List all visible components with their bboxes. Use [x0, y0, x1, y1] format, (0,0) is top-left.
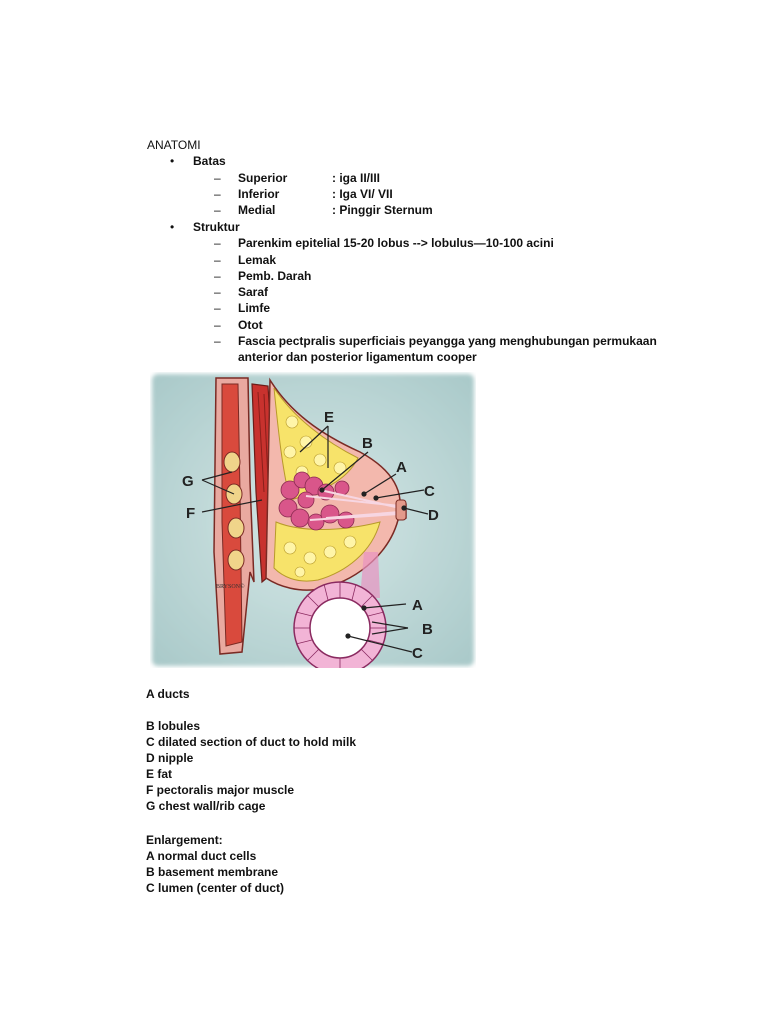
enlargement-item: A normal duct cells: [146, 849, 257, 863]
enlargement-cross-section: [294, 582, 386, 668]
rib: [224, 452, 240, 472]
batas-value: : iga II/III: [332, 171, 381, 185]
dash-icon: –: [214, 236, 221, 250]
dash-icon: –: [214, 301, 221, 315]
struktur-item: Otot: [238, 318, 263, 332]
struktur-item: Saraf: [238, 285, 269, 299]
enlargement-item: B basement membrane: [146, 865, 279, 879]
dash-icon: –: [214, 285, 221, 299]
struktur-item-continued: anterior dan posterior ligamentum cooper: [238, 350, 477, 364]
struktur-item: Parenkim epitelial 15-20 lobus --> lobulus—10-100 acini: [238, 236, 554, 250]
rib: [228, 518, 244, 538]
enlargement-title: Enlargement:: [146, 833, 223, 847]
legend-item: C dilated section of duct to hold milk: [146, 735, 357, 749]
section-title-struktur: Struktur: [193, 220, 240, 234]
dash-icon: –: [214, 187, 221, 201]
batas-value: : Pinggir Sternum: [332, 203, 433, 217]
struktur-item: Limfe: [238, 301, 271, 315]
legend-item: D nipple: [146, 751, 194, 765]
dash-icon: –: [214, 318, 221, 332]
bullet-icon: •: [170, 154, 175, 168]
batas-value: : Iga VI/ VII: [332, 187, 393, 201]
figure-label-g: G: [182, 473, 194, 490]
dash-icon: –: [214, 203, 221, 217]
anatomy-illustration: [150, 372, 476, 668]
legend-item: G chest wall/rib cage: [146, 799, 266, 813]
legend-item: A ducts: [146, 687, 190, 701]
figure-label-d: D: [428, 507, 439, 524]
figure-label-a: A: [396, 459, 407, 476]
legend-item: B lobules: [146, 719, 201, 733]
batas-label: Medial: [238, 203, 276, 217]
dash-icon: –: [214, 171, 221, 185]
legend-item: E fat: [146, 767, 173, 781]
figure-label-c: C: [424, 483, 435, 500]
section-title-batas: Batas: [193, 154, 226, 168]
dash-icon: –: [214, 253, 221, 267]
figure-credit: BRYSON©: [216, 584, 245, 590]
breast-anatomy-figure: [150, 372, 476, 668]
batas-label: Superior: [238, 171, 288, 185]
struktur-item: Lemak: [238, 253, 277, 267]
enlargement-label-b: B: [422, 621, 433, 638]
struktur-item: Fascia pectpralis superficiais peyangga yang menghubungan permukaan: [238, 334, 657, 348]
struktur-item: Pemb. Darah: [238, 269, 312, 283]
dash-icon: –: [214, 334, 221, 348]
heading: ANATOMI: [147, 138, 201, 152]
rib-muscle-band: [222, 384, 242, 646]
figure-label-b: B: [362, 435, 373, 452]
bullet-icon: •: [170, 220, 175, 234]
enlargement-item: C lumen (center of duct): [146, 881, 285, 895]
figure-label-f: F: [186, 505, 196, 522]
batas-label: Inferior: [238, 187, 280, 201]
enlargement-label-c: C: [412, 645, 423, 662]
rib: [228, 550, 244, 570]
figure-label-e: E: [324, 409, 335, 426]
dash-icon: –: [214, 269, 221, 283]
legend-item: F pectoralis major muscle: [146, 783, 295, 797]
enlargement-label-a: A: [412, 597, 423, 614]
